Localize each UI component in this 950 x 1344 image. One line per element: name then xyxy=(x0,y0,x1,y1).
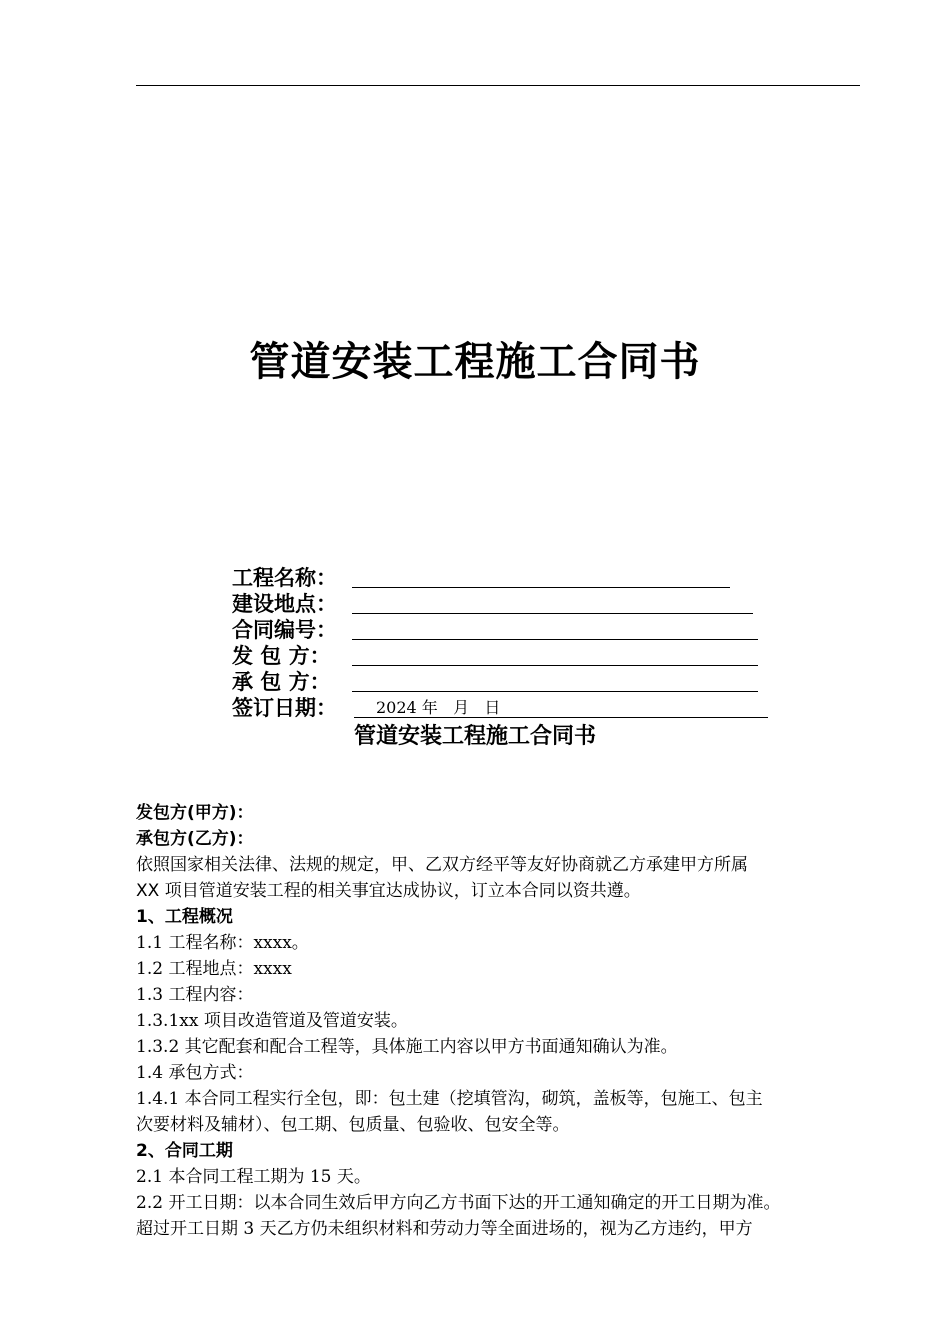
clause-line: 1.1 工程名称：xxxx。 xyxy=(136,933,309,953)
contractor-line: 承包方(乙方)： xyxy=(136,829,254,849)
field-construction-site xyxy=(232,591,352,617)
clause-line: 1.3.1xx 项目改造管道及管道安装。 xyxy=(136,1011,408,1031)
field-label: 签订日期： xyxy=(232,696,337,720)
clause-line: 超过开工日期 3 天乙方仍未组织材料和劳动力等全面进场的，视为乙方违约，甲方 xyxy=(136,1219,753,1239)
header-rule xyxy=(136,85,860,86)
field-project-name xyxy=(232,565,352,591)
section-heading: 2、合同工期 xyxy=(136,1141,233,1161)
body-text xyxy=(136,800,876,1242)
paragraph-line: 依照国家相关法律、法规的规定，甲、乙双方经平等友好协商就乙方承建甲方所属 xyxy=(136,855,748,875)
clause-line: 1.2 工程地点：xxxx xyxy=(136,959,292,979)
field-contractor xyxy=(232,669,352,695)
field-contract-number xyxy=(232,617,352,643)
clause-line: 1.3.2 其它配套和配合工程等，具体施工内容以甲方书面通知确认为准。 xyxy=(136,1037,678,1057)
signing-date-underline xyxy=(354,717,768,718)
paragraph-line: XX 项目管道安装工程的相关事宜达成协议，订立本合同以资共遵。 xyxy=(136,881,641,901)
field-label: 建设地点： xyxy=(232,592,337,616)
clause-line: 2.2 开工日期：以本合同生效后甲方向乙方书面下达的开工通知确定的开工日期为准。 xyxy=(136,1193,781,1213)
field-label: 承 包 方： xyxy=(232,670,331,694)
field-underline xyxy=(352,587,730,588)
field-underline xyxy=(352,691,758,692)
body-title: 管道安装工程施工合同书 xyxy=(353,724,596,749)
clause-line: 1.3 工程内容： xyxy=(136,985,254,1005)
field-underline xyxy=(352,639,758,640)
section-heading: 1、工程概况 xyxy=(136,907,233,927)
clause-line: 1.4.1 本合同工程实行全包，即：包土建（挖填管沟，砌筑，盖板等，包施工、包主 xyxy=(136,1089,763,1109)
clause-line: 1.4 承包方式： xyxy=(136,1063,254,1083)
field-label: 工程名称： xyxy=(232,566,337,590)
clause-line: 次要材料及辅材）、包工期、包质量、包验收、包安全等。 xyxy=(136,1115,570,1135)
field-underline xyxy=(352,665,758,666)
employer-line: 发包方(甲方)： xyxy=(136,803,254,823)
signing-date-value: 2024 年 月 日 xyxy=(376,698,501,717)
cover-title: 管道安装工程施工合同书 xyxy=(249,339,701,385)
field-label: 合同编号： xyxy=(232,618,337,642)
field-signing-date xyxy=(232,695,352,721)
field-label: 发 包 方： xyxy=(232,644,331,668)
field-employer xyxy=(232,643,352,669)
clause-line: 2.1 本合同工程工期为 15 天。 xyxy=(136,1167,371,1187)
field-underline xyxy=(352,613,753,614)
